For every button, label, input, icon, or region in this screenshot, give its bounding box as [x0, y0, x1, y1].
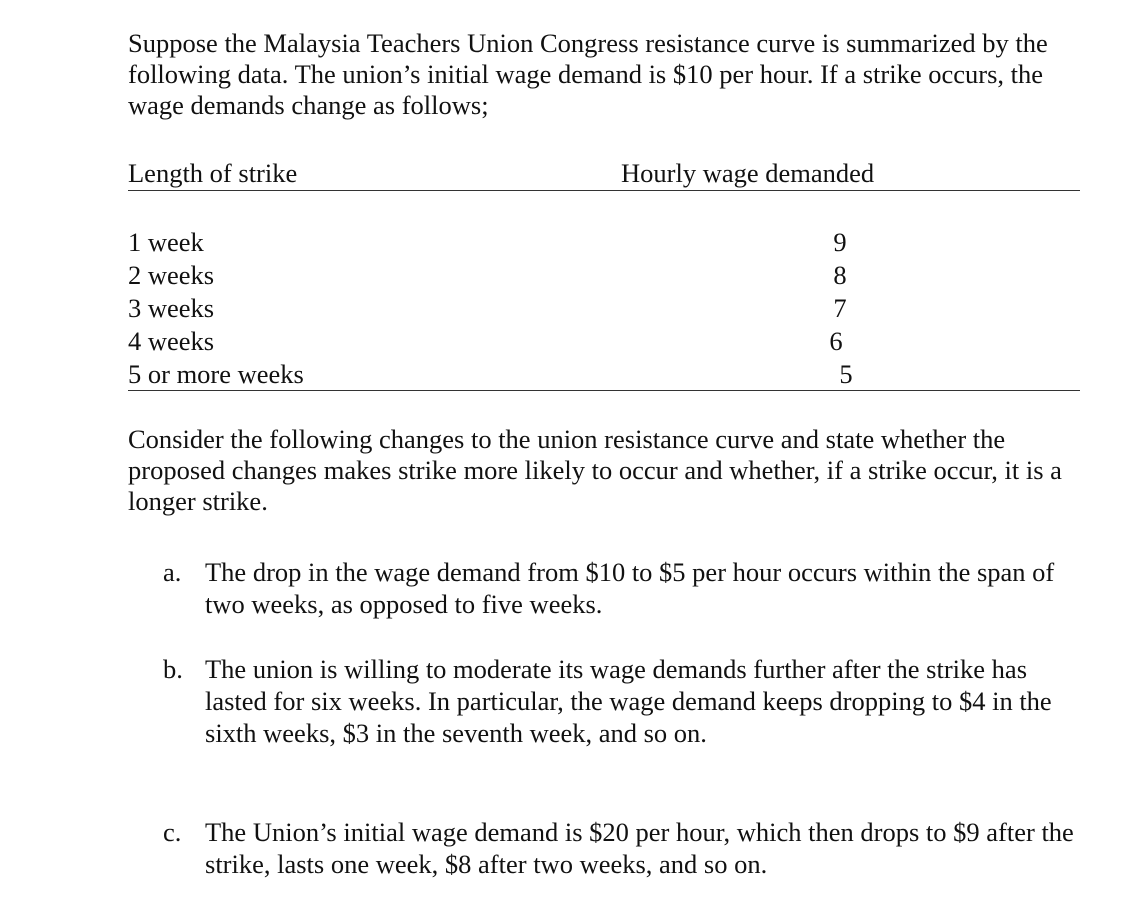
table-row [128, 259, 1080, 292]
item-text: The union is willing to moderate its wage demands further after the strike has lasted for six weeks. In particular, the wage demand keeps dropping to $4 in the sixth weeks, $3 in the seventh week, and so on. [205, 654, 1052, 748]
row-length: 4 weeks [128, 326, 215, 356]
intro-paragraph: Suppose the Malaysia Teachers Union Congress resistance curve is summarized by the following data. The union’s initial wage demand is $10 per hour. If a strike occurs, the wage demands change as follows; [128, 28, 1048, 120]
row-length: 2 weeks [128, 260, 215, 290]
table-row [128, 325, 1080, 358]
row-wage: 5 [839, 359, 853, 389]
table-bottom-rule [128, 390, 1080, 391]
item-label: a. [163, 557, 182, 587]
table-row [128, 358, 1080, 391]
row-length: 3 weeks [128, 293, 215, 323]
row-wage: 6 [829, 326, 843, 356]
table-row [128, 292, 1080, 325]
row-wage: 8 [833, 260, 847, 290]
table-top-rule [128, 190, 1080, 191]
row-length: 1 week [128, 227, 204, 257]
item-text: The Union’s initial wage demand is $20 per hour, which then drops to $9 after the strike, lasts one week, $8 after two weeks, and so on. [205, 817, 1074, 879]
table-header-length: Length of strike [128, 158, 298, 188]
item-label: b. [163, 654, 183, 684]
row-wage: 9 [833, 227, 847, 257]
item-text: The drop in the wage demand from $10 to $5 per hour occurs within the span of two weeks, as opposed to five weeks. [205, 557, 1055, 619]
row-wage: 7 [833, 293, 847, 323]
table-header-wage: Hourly wage demanded [621, 158, 875, 188]
item-label: c. [163, 817, 182, 847]
table-row [128, 226, 1080, 259]
row-length: 5 or more weeks [128, 359, 304, 389]
question-paragraph: Consider the following changes to the union resistance curve and state whether the proposed changes makes strike more likely to occur and whether, if a strike occur, it is a longer strike. [128, 424, 1062, 516]
